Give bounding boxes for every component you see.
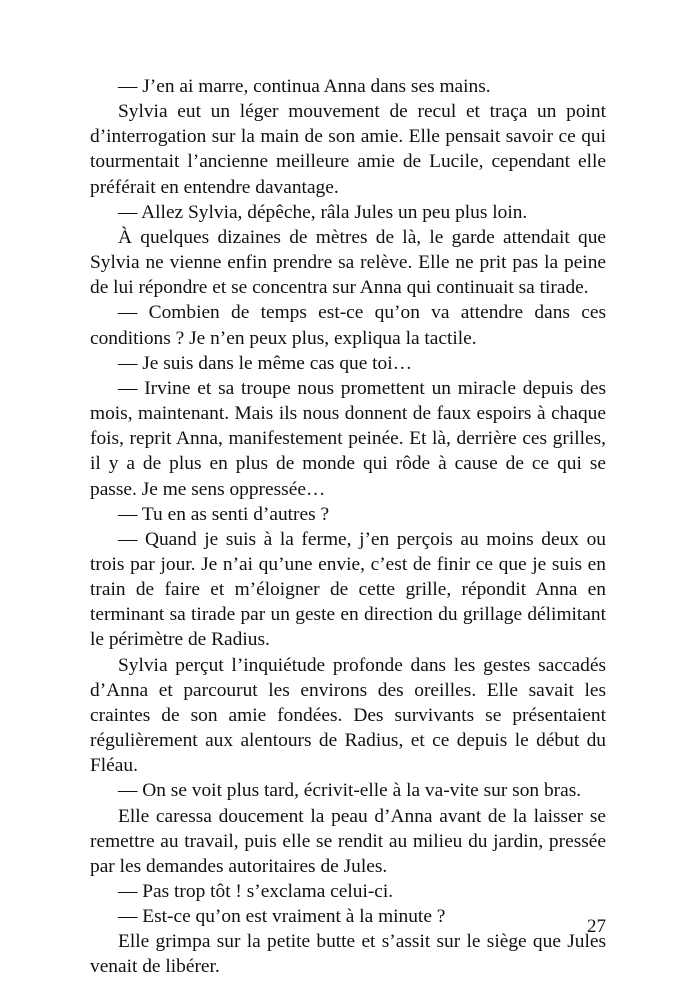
paragraph: Elle caressa doucement la peau d’Anna avant de la laisser se remettre au travail, puis elle se rendit au milieu du jardin, pressée par les demandes autoritaires de Jules. [90, 805, 606, 877]
paragraph: — J’en ai marre, continua Anna dans ses mains. [118, 76, 491, 97]
body-text [90, 74, 606, 980]
paragraph: — Allez Sylvia, dépêche, râla Jules un peu plus loin. [118, 201, 528, 223]
paragraph: Sylvia eut un léger mouvement de recul et traça un point d’interrogation sur la main de son amie. Elle pensait savoir ce qui tourmentait l’ancienne meilleure amie de Lucile, cependant elle préférait en entendre davantage. [90, 101, 606, 198]
paragraph: Sylvia perçut l’inquiétude profonde dans les gestes saccadés d’Anna et parcourut les environs des oreilles. Elle savait les craintes de son amie fondées. Des survivants se présentaient régulièrement aux alentours de Radius, et ce depuis le début du Fléau. [90, 654, 606, 777]
paragraph: — Je suis dans le même cas que toi… [118, 352, 413, 374]
paragraph: — Tu en as senti d’autres ? [118, 503, 330, 525]
paragraph: — Quand je suis à la ferme, j’en perçois au moins deux ou trois par jour. Je n’ai qu’une envie, c’est de finir ce que je suis en train de faire et m’éloigner de cette grille, répondit Anna en terminant sa tirade par un geste en direction du grillage délimitant le périmètre de Radius. [90, 528, 606, 651]
paragraph: — On se voit plus tard, écrivit-elle à la va-vite sur son bras. [118, 780, 582, 802]
paragraph: — Est-ce qu’on est vraiment à la minute ? [118, 906, 446, 928]
paragraph: À quelques dizaines de mètres de là, le garde attendait que Sylvia ne vienne enfin prendre sa relève. Elle ne prit pas la peine de lui répondre et se concentra sur Anna qui continuait sa tirade. [90, 226, 606, 299]
paragraph: — Irvine et sa troupe nous promettent un miracle depuis des mois, maintenant. Mais ils nous donnent de faux espoirs à chaque fois, reprit Anna, manifestement peinée. Et là, derrière ces grilles, il y a de plus en plus de monde qui rôde à cause de ce qui se passe. Je me sens oppressée… [90, 377, 606, 500]
paragraph: — Combien de temps est-ce qu’on va attendre dans ces conditions ? Je n’en peux plus, expliqua la tactile. [90, 302, 606, 349]
paragraph: — Pas trop tôt ! s’exclama celui-ci. [118, 881, 394, 902]
paragraph: Elle grimpa sur la petite butte et s’assit sur le siège que Jules venait de libérer. [90, 931, 606, 978]
page-number: 27 [587, 916, 606, 937]
